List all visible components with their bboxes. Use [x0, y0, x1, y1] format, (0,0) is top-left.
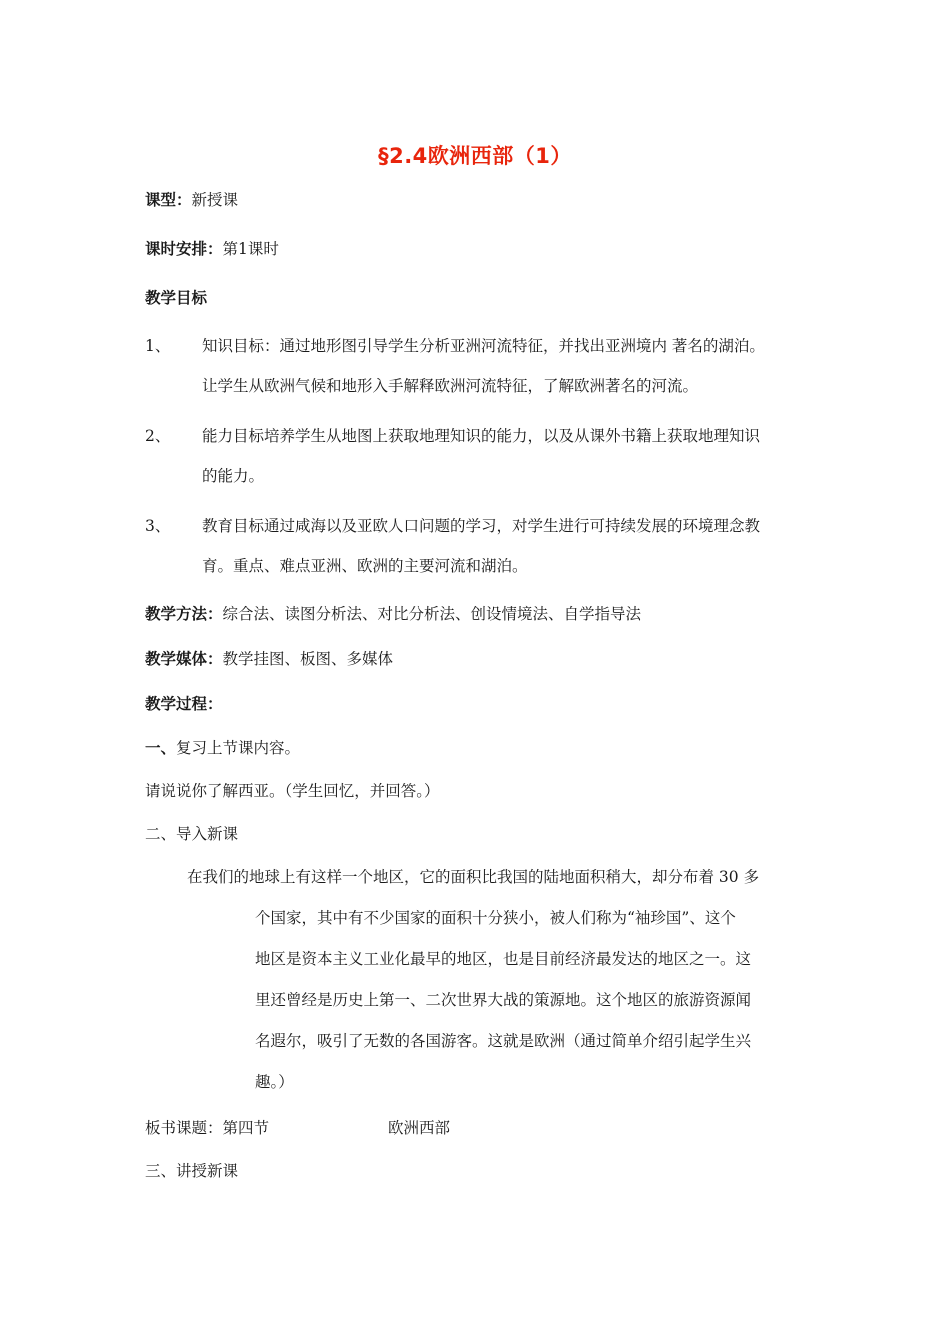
methods-row: 教学方法：综合法、读图分析法、对比分析法、创设情境法、自学指导法 — [145, 605, 642, 623]
intro-heading: 二、导入新课 — [145, 825, 239, 843]
board-title-label: 板书课题：第四节 — [145, 1119, 270, 1137]
objective-3-number: 3、 — [145, 517, 171, 535]
review-text: 复习上节课内容。 — [176, 739, 301, 757]
review-row — [145, 736, 300, 758]
intro-line-4: 里还曾经是历史上第一、二次世界大战的策源地。这个地区的旅游资源闻 — [255, 991, 752, 1009]
methods-label: 教学方法 — [145, 605, 208, 623]
objective-1-line1: 知识目标：通过地形图引导学生分析亚洲河流特征，并找出亚洲境内 著名的湖泊。 — [202, 337, 765, 355]
lesson-type-value: 新授课 — [191, 191, 239, 209]
intro-line-2: 个国家，其中有不少国家的面积十分狭小，被人们称为“袖珍国”、这个 — [255, 909, 736, 927]
lesson-type-row: 课型：新授课 — [145, 191, 239, 209]
media-label: 教学媒体 — [145, 650, 208, 668]
objective-1-number: 1、 — [145, 337, 171, 355]
process-heading: 教学过程： — [145, 695, 223, 713]
objectives-heading: 教学目标 — [145, 289, 208, 307]
schedule-label: 课时安排 — [145, 240, 208, 258]
methods-value: 综合法、读图分析法、对比分析法、创设情境法、自学指导法 — [222, 605, 642, 623]
schedule-value: 第1课时 — [222, 240, 279, 258]
media-row: 教学媒体：教学挂图、板图、多媒体 — [145, 650, 394, 668]
media-value: 教学挂图、板图、多媒体 — [222, 650, 394, 668]
objective-2-number: 2、 — [145, 427, 171, 445]
intro-line-3: 地区是资本主义工业化最早的地区，也是目前经济最发达的地区之一。这 — [255, 950, 752, 968]
objective-1-line2: 让学生从欧洲气候和地形入手解释欧洲河流特征，了解欧洲著名的河流。 — [202, 377, 699, 395]
review-question: 请说说你了解西亚。（学生回忆，并回答。） — [145, 782, 440, 800]
lesson-type-label: 课型 — [145, 191, 177, 209]
board-title-value: 欧洲西部 — [388, 1119, 451, 1137]
new-lesson-heading: 三、讲授新课 — [145, 1162, 239, 1180]
objective-3-line2: 育。重点、难点亚洲、欧洲的主要河流和湖泊。 — [202, 557, 528, 575]
review-label: 一、 — [145, 739, 177, 757]
intro-line-5: 名遐尔，吸引了无数的各国游客。这就是欧洲（通过简单介绍引起学生兴 — [255, 1032, 752, 1050]
intro-line-1: 在我们的地球上有这样一个地区，它的面积比我国的陆地面积稍大，却分布着 30 多 — [187, 868, 760, 886]
objective-3-line1: 教育目标通过咸海以及亚欧人口问题的学习，对学生进行可持续发展的环境理念教 — [202, 517, 761, 535]
objective-2-line1: 能力目标培养学生从地图上获取地理知识的能力，以及从课外书籍上获取地理知识 — [202, 427, 761, 445]
schedule-row: 课时安排：第1课时 — [145, 240, 279, 258]
intro-line-6: 趣。） — [255, 1073, 294, 1091]
objective-2-line2: 的能力。 — [202, 467, 265, 485]
page-title: §2.4欧洲西部（1） — [378, 144, 572, 168]
